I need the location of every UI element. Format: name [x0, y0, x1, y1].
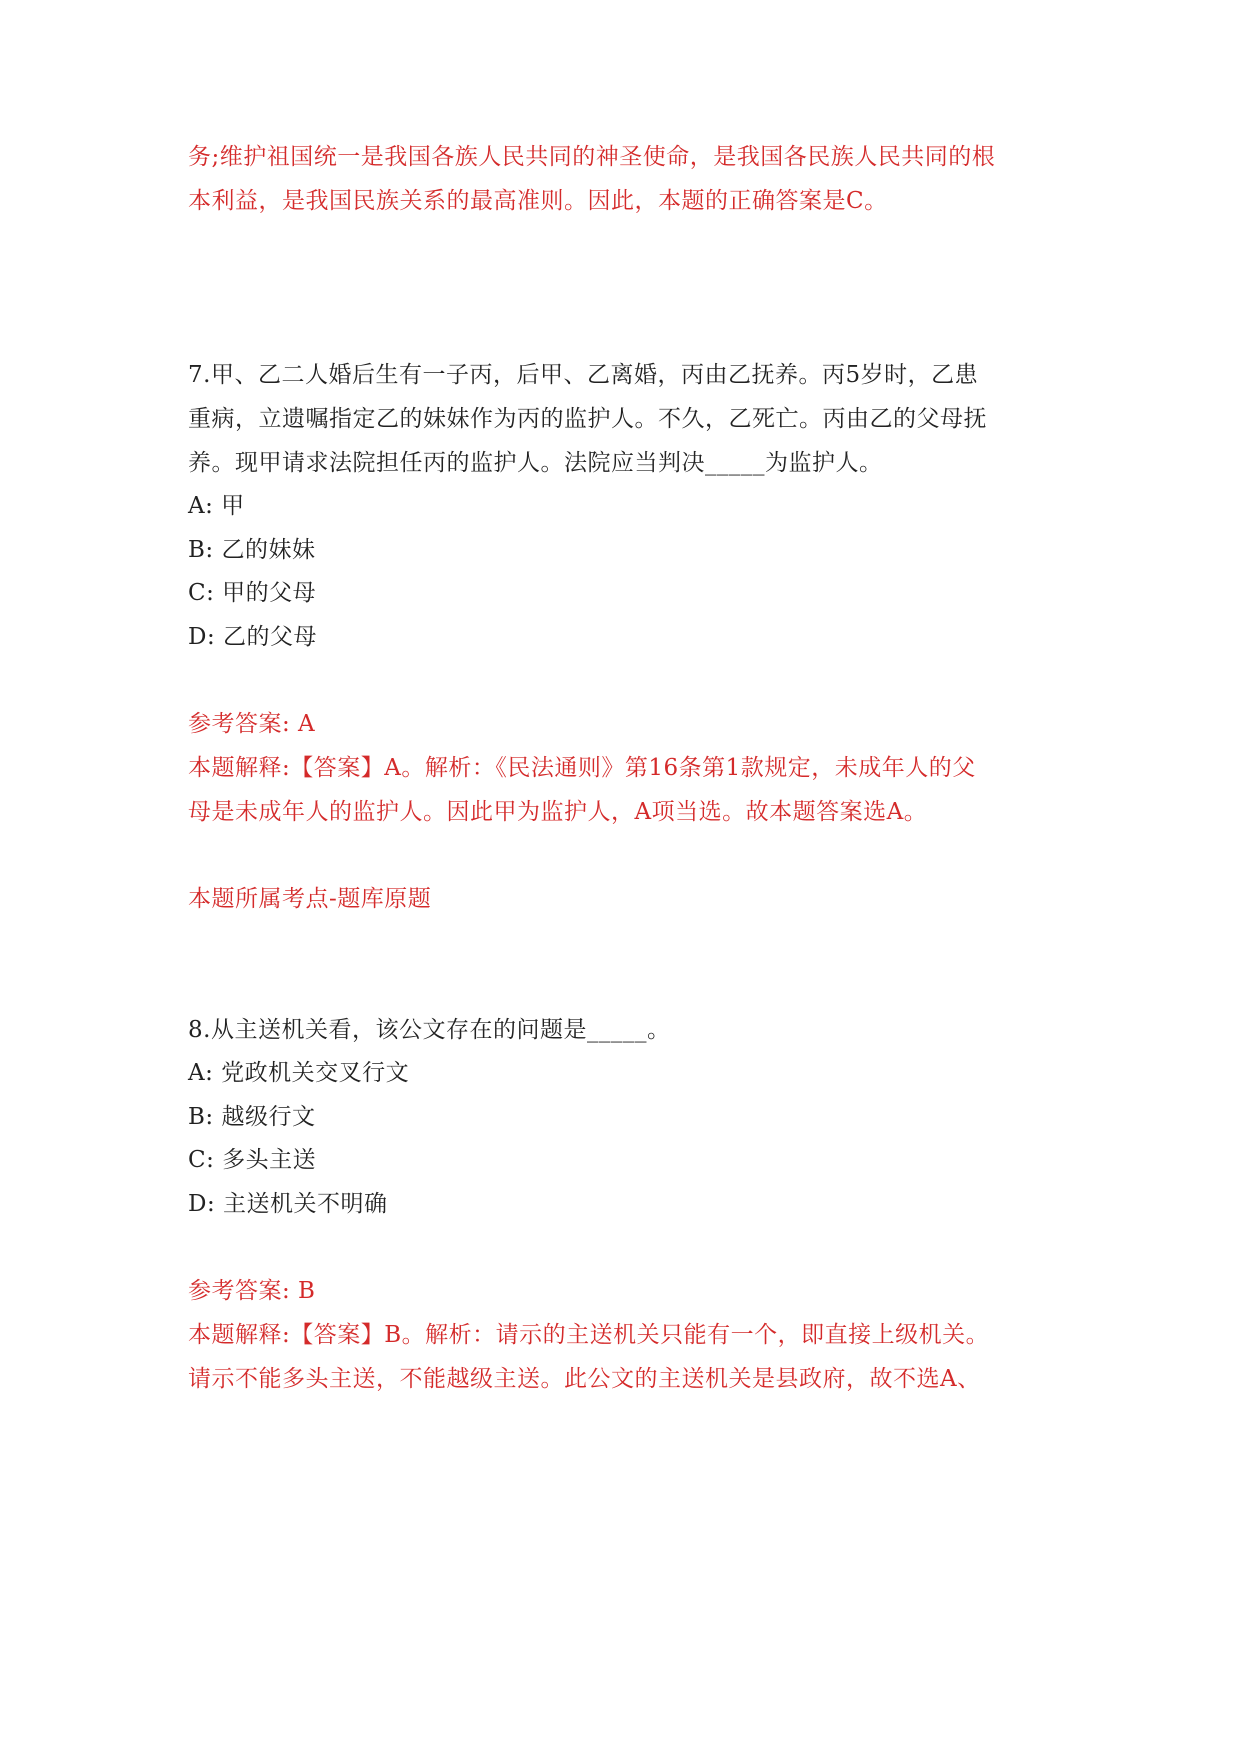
prev-explanation-line-1: 务;维护祖国统一是我国各族人民共同的神圣使命，是我国各民族人民共同的根 — [188, 144, 996, 170]
q7-source: 本题所属考点-题库原题 — [188, 886, 432, 912]
q7-option-a: A: 甲 — [188, 493, 245, 519]
q8-option-d: D: 主送机关不明确 — [188, 1191, 388, 1217]
q7-option-b: B: 乙的妹妹 — [188, 537, 316, 563]
q7-answer: 参考答案: A — [188, 711, 316, 737]
q7-explanation-line-1: 本题解释:【答案】A。解析：《民法通则》第16条第1款规定，未成年人的父 — [188, 755, 976, 781]
q8-option-a: A: 党政机关交叉行文 — [188, 1060, 410, 1086]
q7-explanation-line-2: 母是未成年人的监护人。因此甲为监护人，A项当选。故本题答案选A。 — [188, 799, 928, 825]
q8-stem-line-1: 8.从主送机关看，该公文存在的问题是_____。 — [188, 1017, 671, 1043]
q8-answer: 参考答案: B — [188, 1278, 316, 1304]
q7-stem-line-3: 养。现甲请求法院担任丙的监护人。法院应当判决_____为监护人。 — [188, 450, 883, 476]
q8-explanation-line-1: 本题解释:【答案】B。解析：请示的主送机关只能有一个，即直接上级机关。 — [188, 1322, 990, 1348]
q7-stem-line-1: 7.甲、乙二人婚后生有一子丙，后甲、乙离婚，丙由乙抚养。丙5岁时，乙患 — [188, 362, 979, 388]
prev-explanation-line-2: 本利益，是我国民族关系的最高准则。因此，本题的正确答案是C。 — [188, 188, 888, 214]
q8-option-c: C: 多头主送 — [188, 1147, 317, 1173]
q8-explanation-line-2: 请示不能多头主送，不能越级主送。此公文的主送机关是县政府，故不选A、 — [188, 1366, 981, 1392]
q7-option-d: D: 乙的父母 — [188, 624, 318, 650]
q7-option-c: C: 甲的父母 — [188, 580, 317, 606]
q8-option-b: B: 越级行文 — [188, 1104, 316, 1130]
q7-stem-line-2: 重病，立遗嘱指定乙的妹妹作为丙的监护人。不久，乙死亡。丙由乙的父母抚 — [188, 406, 987, 432]
